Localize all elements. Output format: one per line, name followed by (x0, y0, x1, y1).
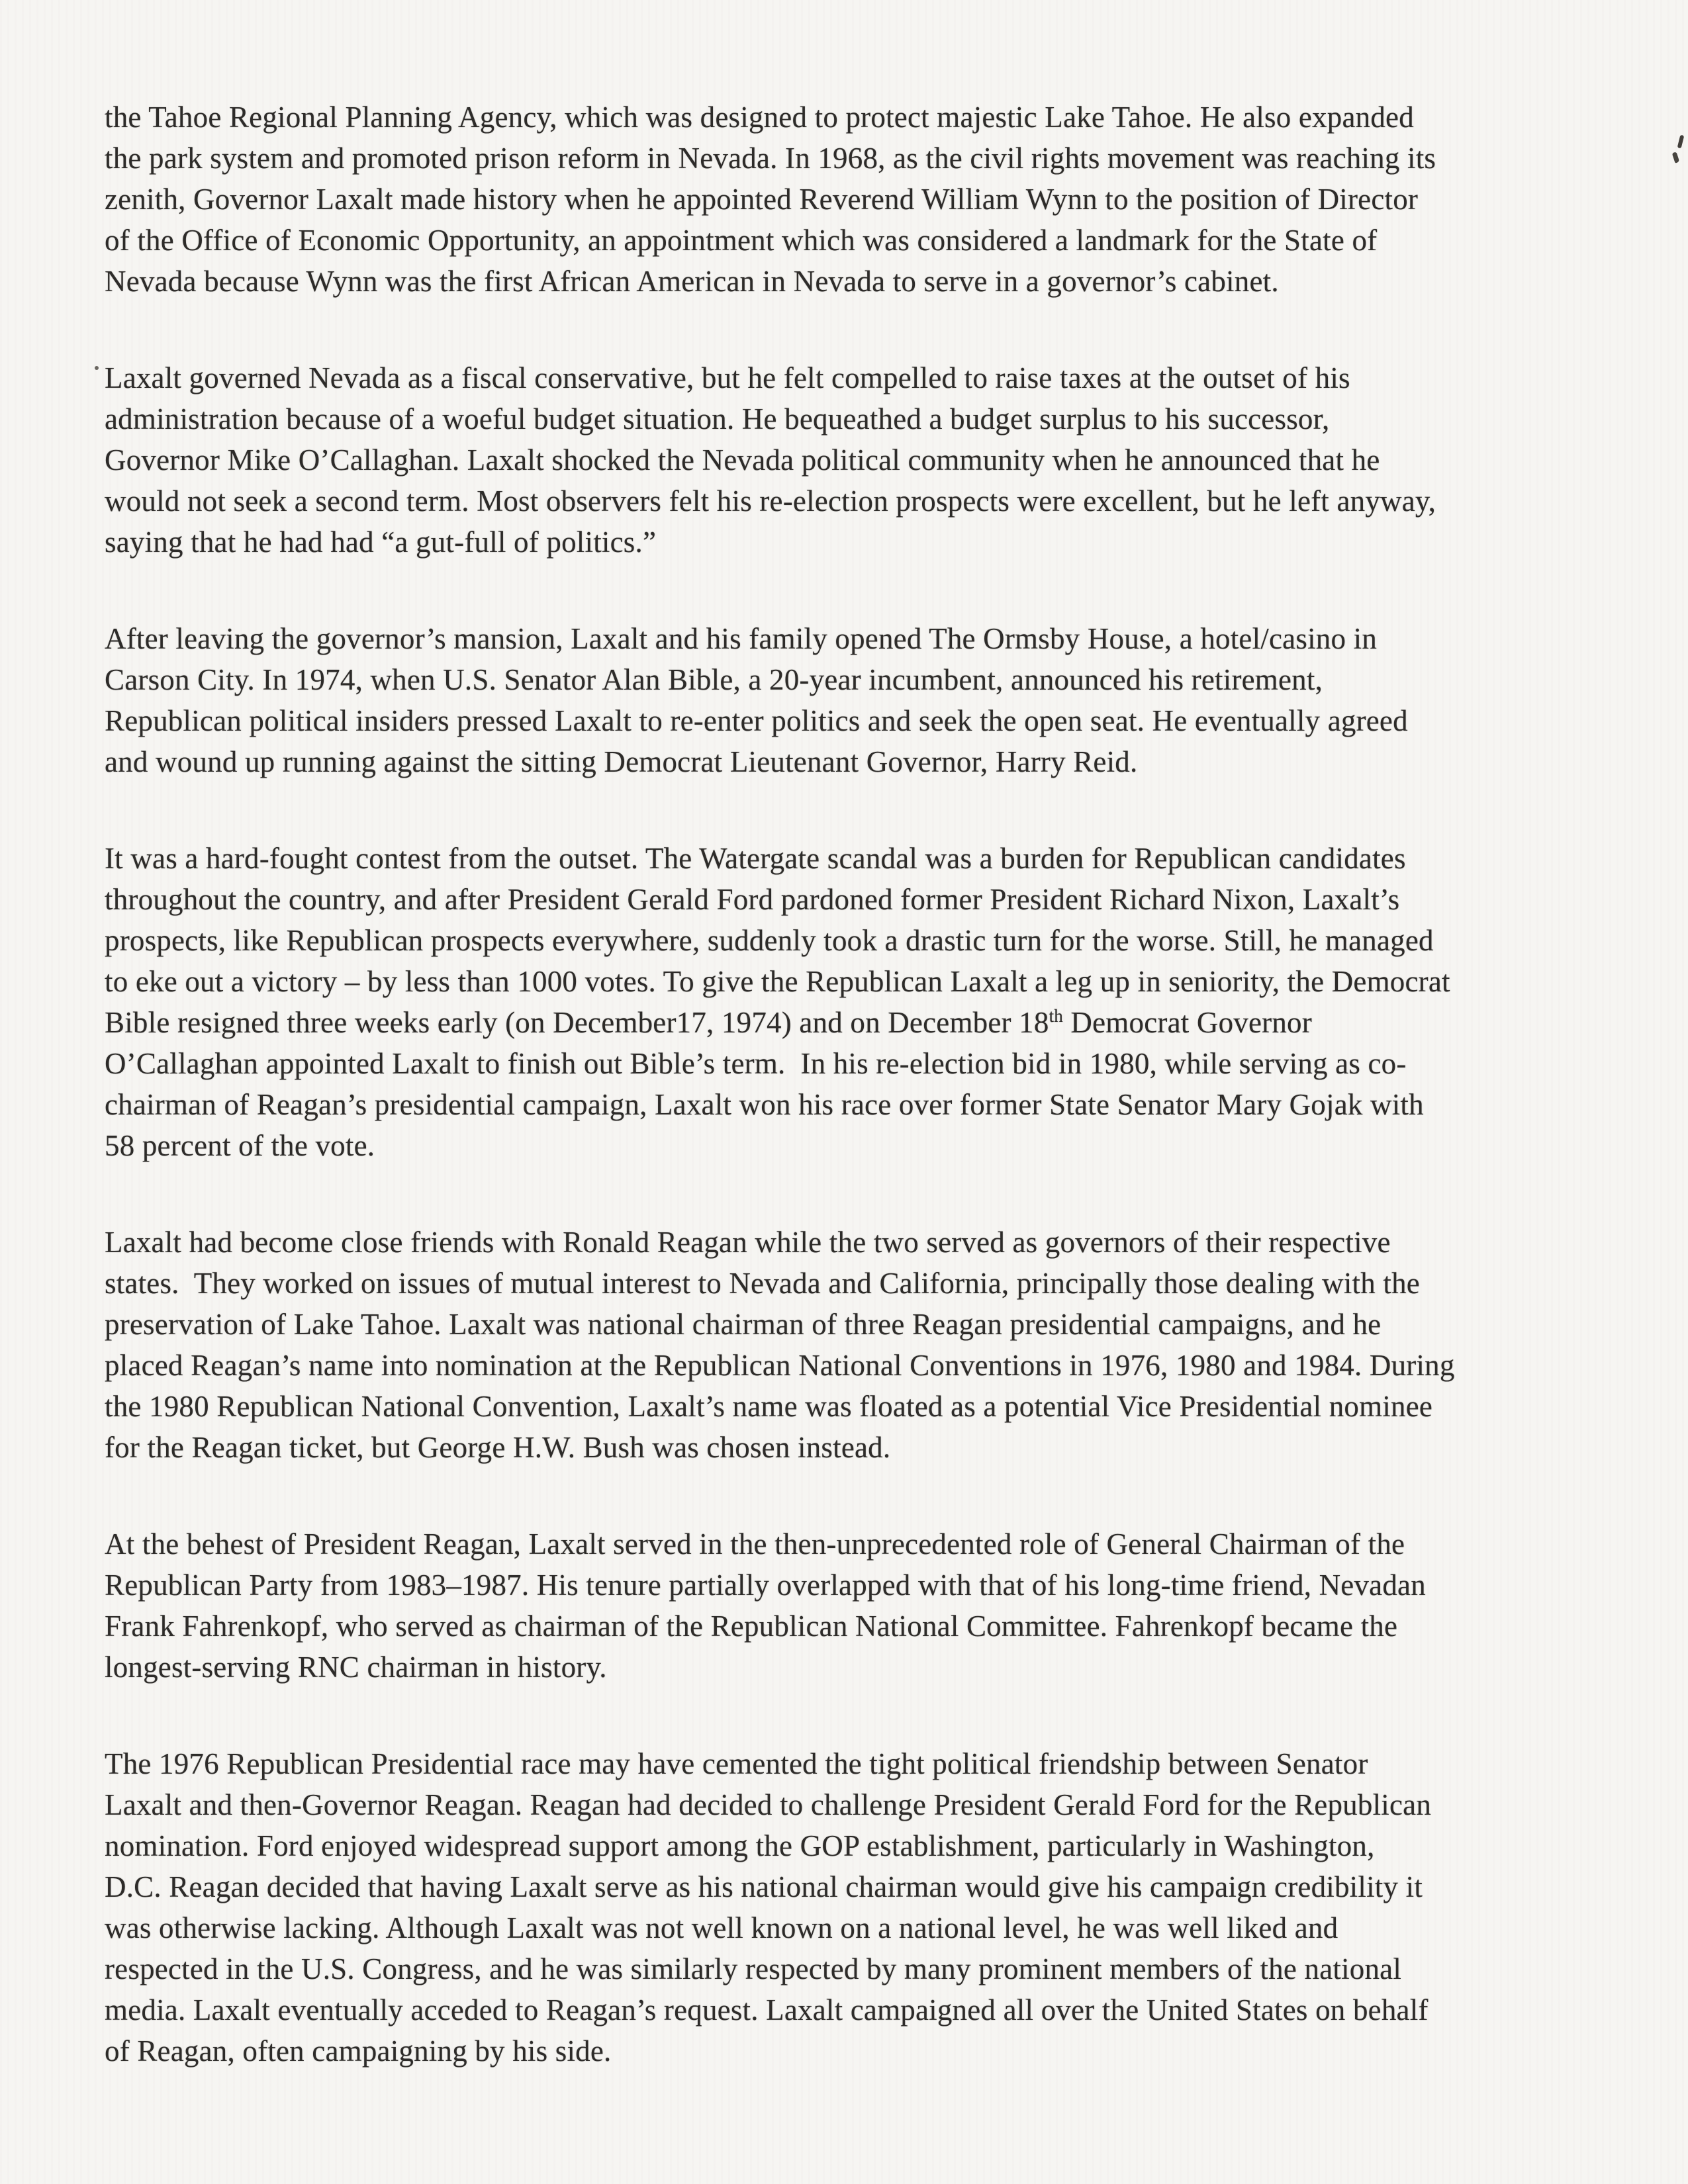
text-line: administration because of a woeful budget situation. He bequeathed a budget surplus to his successor, (105, 402, 1330, 435)
text-line: Republican Party from 1983–1987. His tenure partially overlapped with that of his long-time friend, Nevadan (105, 1569, 1426, 1602)
text-line: chairman of Reagan’s presidential campaign, Laxalt won his race over former State Senator Mary Gojak with (105, 1088, 1424, 1121)
text-line: saying that he had had “a gut-full of politics.” (105, 525, 657, 559)
text-line: After leaving the governor’s mansion, Laxalt and his family opened The Ormsby House, a hotel/casino in (105, 622, 1378, 655)
ordinal-superscript: th (1049, 1006, 1063, 1026)
text-line: the park system and promoted prison reform in Nevada. In 1968, as the civil rights movement was reaching its (105, 142, 1436, 175)
text-line: of the Office of Economic Opportunity, an appointment which was considered a landmark for the State of (105, 224, 1378, 257)
paragraph-4 (105, 838, 1601, 1166)
text-line: Bible resigned three weeks early (on December17, 1974) and on December 18th Democrat Governor (105, 1006, 1312, 1039)
text-line: Laxalt governed Nevada as a fiscal conservative, but he felt compelled to raise taxes at the outset of his (105, 361, 1350, 394)
text-line: respected in the U.S. Congress, and he was similarly respected by many prominent members of the national (105, 1952, 1402, 1985)
paragraph-2 (105, 357, 1601, 563)
text-line: was otherwise lacking. Although Laxalt was not well known on a national level, he was well liked and (105, 1911, 1338, 1944)
paragraph-7 (105, 1743, 1601, 2071)
document-body (105, 97, 1601, 2127)
text-line: the Tahoe Regional Planning Agency, which was designed to protect majestic Lake Tahoe. He also expanded (105, 101, 1414, 134)
text-line: states. They worked on issues of mutual interest to Nevada and California, principally those dealing with the (105, 1267, 1420, 1300)
scan-mark-stroke (1672, 152, 1680, 163)
text-line: for the Reagan ticket, but George H.W. Bush was chosen instead. (105, 1431, 891, 1464)
text-line: O’Callaghan appointed Laxalt to finish out Bible’s term. In his re-election bid in 1980, while serving as co- (105, 1047, 1407, 1080)
scan-speck-artifact (95, 366, 99, 370)
text-line: of Reagan, often campaigning by his side. (105, 2034, 612, 2068)
text-line: media. Laxalt eventually acceded to Reagan’s request. Laxalt campaigned all over the United States on behalf (105, 1993, 1429, 2026)
text-line: and wound up running against the sitting Democrat Lieutenant Governor, Harry Reid. (105, 745, 1138, 778)
text-line: longest-serving RNC chairman in history. (105, 1651, 607, 1684)
text-line: Frank Fahrenkopf, who served as chairman of the Republican National Committee. Fahrenkopf became the (105, 1610, 1398, 1643)
text-line: D.C. Reagan decided that having Laxalt serve as his national chairman would give his campaign credibility it (105, 1870, 1423, 1903)
text-line: nomination. Ford enjoyed widespread support among the GOP establishment, particularly in Washington, (105, 1829, 1375, 1862)
text-line: Republican political insiders pressed Laxalt to re-enter politics and seek the open seat. He eventually agreed (105, 704, 1408, 737)
scan-mark-stroke (1677, 135, 1685, 149)
text-line: zenith, Governor Laxalt made history when he appointed Reverend William Wynn to the position of Director (105, 183, 1419, 216)
text-line: Nevada because Wynn was the first African American in Nevada to serve in a governor’s cabinet. (105, 265, 1279, 298)
paragraph-1 (105, 97, 1601, 302)
text-line: 58 percent of the vote. (105, 1129, 375, 1162)
text-line: Laxalt had become close friends with Ronald Reagan while the two served as governors of their respective (105, 1226, 1391, 1259)
text-line: Laxalt and then-Governor Reagan. Reagan had decided to challenge President Gerald Ford for the Republican (105, 1788, 1432, 1821)
text-line: placed Reagan’s name into nomination at the Republican National Conventions in 1976, 1980 and 1984. During (105, 1349, 1455, 1382)
text-line: the 1980 Republican National Convention, Laxalt’s name was floated as a potential Vice Presidential nominee (105, 1390, 1433, 1423)
paragraph-5 (105, 1222, 1601, 1468)
text-line: The 1976 Republican Presidential race may have cemented the tight political friendship between Senator (105, 1747, 1368, 1780)
text-line: Governor Mike O’Callaghan. Laxalt shocked the Nevada political community when he announced that he (105, 443, 1380, 477)
text-line: to eke out a victory – by less than 1000 votes. To give the Republican Laxalt a leg up in seniority, the Democrat (105, 965, 1450, 998)
text-line: preservation of Lake Tahoe. Laxalt was national chairman of three Reagan presidential campaigns, and he (105, 1308, 1382, 1341)
text-line: would not seek a second term. Most observers felt his re-election prospects were excellent, but he left anyway, (105, 484, 1436, 518)
scan-corner-mark-artifact (1673, 135, 1687, 167)
text-line: throughout the country, and after President Gerald Ford pardoned former President Richard Nixon, Laxalt’s (105, 883, 1400, 916)
paragraph-3 (105, 618, 1601, 782)
text-line: It was a hard-fought contest from the outset. The Watergate scandal was a burden for Republican candidates (105, 842, 1406, 875)
text-line: Carson City. In 1974, when U.S. Senator Alan Bible, a 20-year incumbent, announced his retirement, (105, 663, 1323, 696)
text-line: prospects, like Republican prospects everywhere, suddenly took a drastic turn for the worse. Still, he managed (105, 924, 1434, 957)
paragraph-6 (105, 1524, 1601, 1688)
text-line: At the behest of President Reagan, Laxalt served in the then-unprecedented role of General Chairman of the (105, 1527, 1405, 1561)
